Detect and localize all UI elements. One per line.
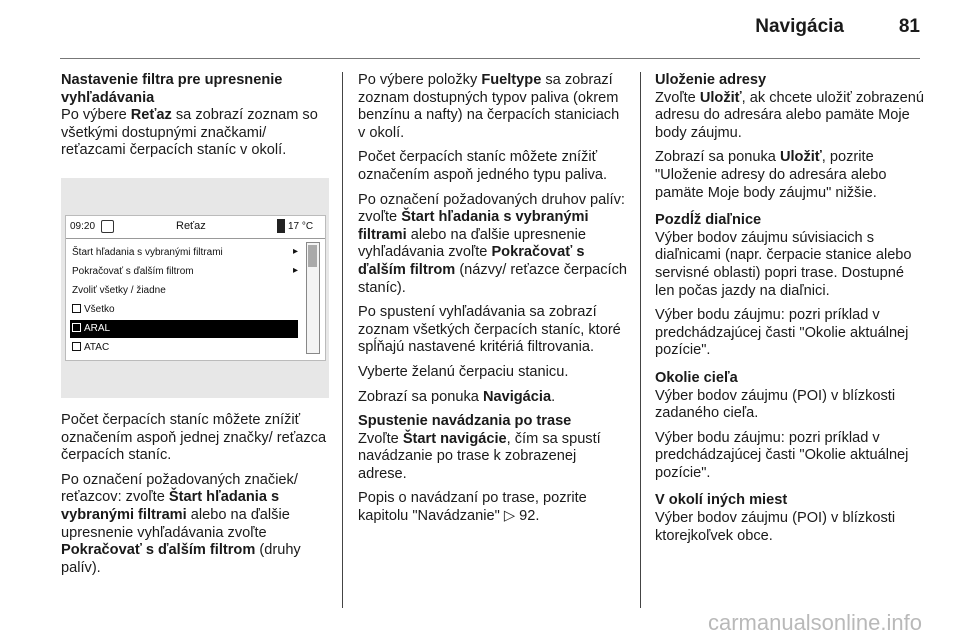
paragraph (358, 72, 628, 142)
section-heading-save-address: Uloženie adresy (655, 72, 767, 88)
section-heading-highway: Pozdĺž diaľnice (655, 212, 762, 229)
arrow-right-icon: ▸ (292, 245, 298, 257)
paragraph (655, 149, 925, 202)
section-heading-other-places: V okolí iných miest (655, 492, 788, 509)
bold-term: Navigácia (482, 388, 552, 405)
text: Zvoľte (655, 89, 700, 106)
screen-menu-item-all[interactable] (70, 301, 298, 319)
text: (názvy/ reťazce čerpacích staníc). (358, 261, 628, 296)
screen-menu-item-start-search[interactable] (70, 244, 298, 262)
menu-label: ATAC (84, 341, 110, 353)
paragraph: Výber bodov záujmu (POI) v blízkosti zadaného cieľa. (655, 387, 896, 422)
text: Po označení požadovaných druhov palív: zvoľte (358, 191, 625, 226)
text: (druhy palív). (61, 542, 301, 576)
text: sa zobrazí zoznam so všetkými dostupnými značkami/ reťazcami čerpacích staníc v okolí. (61, 107, 318, 159)
paragraph (358, 490, 628, 525)
bold-term: Štart navigácie (402, 430, 507, 447)
paragraph: Počet čerpacích staníc môžete znížiť označením aspoň jednej značky/ reťazca čerpacích staníc. (61, 411, 327, 464)
paragraph: Po spustení vyhľadávania sa zobrazí zoznam všetkých čerpacích staníc, ktoré spĺňajú nastavené kritériá filtrovania. (358, 304, 621, 356)
menu-label: ARAL (84, 322, 111, 334)
bold-term: Pokračovať s ďalším filtrom (61, 542, 256, 559)
text: , pozrite "Uloženie adresy do adresára alebo pamäte Moje body záujmu" nižšie. (655, 149, 887, 201)
bold-term: Fueltype (481, 72, 542, 88)
page-header (0, 0, 960, 60)
paragraph (358, 431, 628, 484)
page-number: 81 (898, 16, 920, 37)
clock-icon (101, 220, 114, 233)
screen-status-bar (66, 216, 325, 239)
checkbox-checked-icon (72, 323, 81, 332)
screen-title: Reťaz (176, 219, 206, 232)
menu-label: Pokračovať s ďalším filtrom (72, 265, 194, 277)
paragraph (358, 192, 628, 298)
screen-menu-item-aral[interactable] (70, 320, 298, 338)
paragraph: Výber bodov záujmu súvisiacich s diaľnicami (napr. čerpacie stanice alebo servisné oblasti) popri trase. Dostupné len počas jazdy na diaľnici. (655, 229, 912, 299)
text: Po označení požadovaných značiek/ reťazcov: zvoľte (61, 471, 298, 506)
text: . (551, 388, 556, 405)
screen-menu-item-next-filter[interactable] (70, 263, 298, 281)
paragraph (61, 107, 329, 160)
screen-menu-item-atac[interactable] (70, 339, 298, 357)
page-title: Navigácia (755, 16, 844, 37)
paragraph: Výber bodu záujmu: pozri príklad v predchádzajúcej časti "Okolie aktuálnej pozície". (655, 429, 909, 481)
text: Popis o navádzaní po trase, pozrite kapitolu "Navádzanie" (358, 490, 587, 525)
arrow-right-icon: ▸ (292, 264, 298, 276)
menu-label: Zvoliť všetky / žiadne (72, 284, 166, 296)
text: alebo na ďalšie upresnenie vyhľadávania zvoľte (61, 506, 290, 541)
bold-term: Štart hľadania s vybranými filtrami (358, 209, 589, 243)
scrollbar-thumb[interactable] (308, 245, 317, 267)
screenshot-figure (61, 178, 329, 398)
column-2 (358, 72, 628, 533)
text: Po výbere položky (358, 72, 482, 88)
header-divider (60, 58, 920, 59)
screen-menu-item-select-all[interactable] (70, 282, 298, 300)
page-reference[interactable]: 92. (519, 508, 540, 525)
column-3 (655, 72, 925, 552)
text: sa zobrazí zoznam dostupných typov paliva (okrem benzínu a nafty) na čerpacích staniciach v okolí. (358, 72, 620, 141)
bold-term: Reťaz (130, 107, 172, 124)
section-heading-destination: Okolie cieľa (655, 369, 738, 386)
paragraph: Výber bodov záujmu (POI) v blízkosti ktorejkoľvek obce. (655, 510, 896, 544)
bold-term: Uložiť (779, 149, 822, 166)
bold-term: Pokračovať s ďalším filtrom (358, 244, 585, 278)
phone-icon (277, 219, 285, 233)
paragraph: Výber bodu záujmu: pozri príklad v predchádzajúcej časti "Okolie aktuálnej pozície". (655, 307, 909, 359)
text: Zvoľte (358, 430, 403, 447)
text: , ak chcete uložiť zobrazenú adresu do adresára alebo pamäte Moje body záujmu. (655, 89, 924, 141)
section-heading-filter: Nastavenie filtra pre upresnenie vyhľadávania (61, 72, 283, 106)
screen-time: 09:20 (70, 220, 96, 232)
paragraph (61, 472, 329, 578)
column-1 (61, 72, 329, 584)
paragraph (358, 389, 628, 407)
display-screen (65, 215, 326, 361)
text: Zobrazí sa ponuka (655, 149, 780, 166)
checkbox-icon (72, 304, 81, 313)
screen-scrollbar[interactable] (306, 242, 320, 354)
paragraph: Počet čerpacích staníc môžete znížiť označením aspoň jedného typu paliva. (358, 149, 608, 183)
text: alebo na ďalšie upresnenie vyhľadávania zvoľte (358, 226, 587, 261)
text: Po výbere (61, 107, 131, 124)
menu-label: Všetko (84, 303, 115, 315)
section-heading-route-guidance: Spustenie navádzania po trase (358, 413, 572, 430)
watermark: carmanualsonline.info (707, 610, 922, 635)
checkbox-icon (72, 342, 81, 351)
paragraph: Vyberte želanú čerpaciu stanicu. (358, 363, 569, 380)
screen-temperature: 17 °C (288, 220, 314, 232)
paragraph (655, 90, 925, 143)
bold-term: Štart hľadania s vybranými filtrami (61, 489, 280, 523)
bold-term: Uložiť (699, 89, 742, 106)
column-divider (342, 72, 343, 608)
menu-label: Štart hľadania s vybranými filtrami (72, 246, 223, 258)
column-divider (640, 72, 641, 608)
text: , čím sa spustí navádzanie po trase k zobrazenej adrese. (358, 430, 601, 482)
page-reference-icon: ▷ (503, 508, 520, 525)
text: Zobrazí sa ponuka (358, 388, 483, 405)
